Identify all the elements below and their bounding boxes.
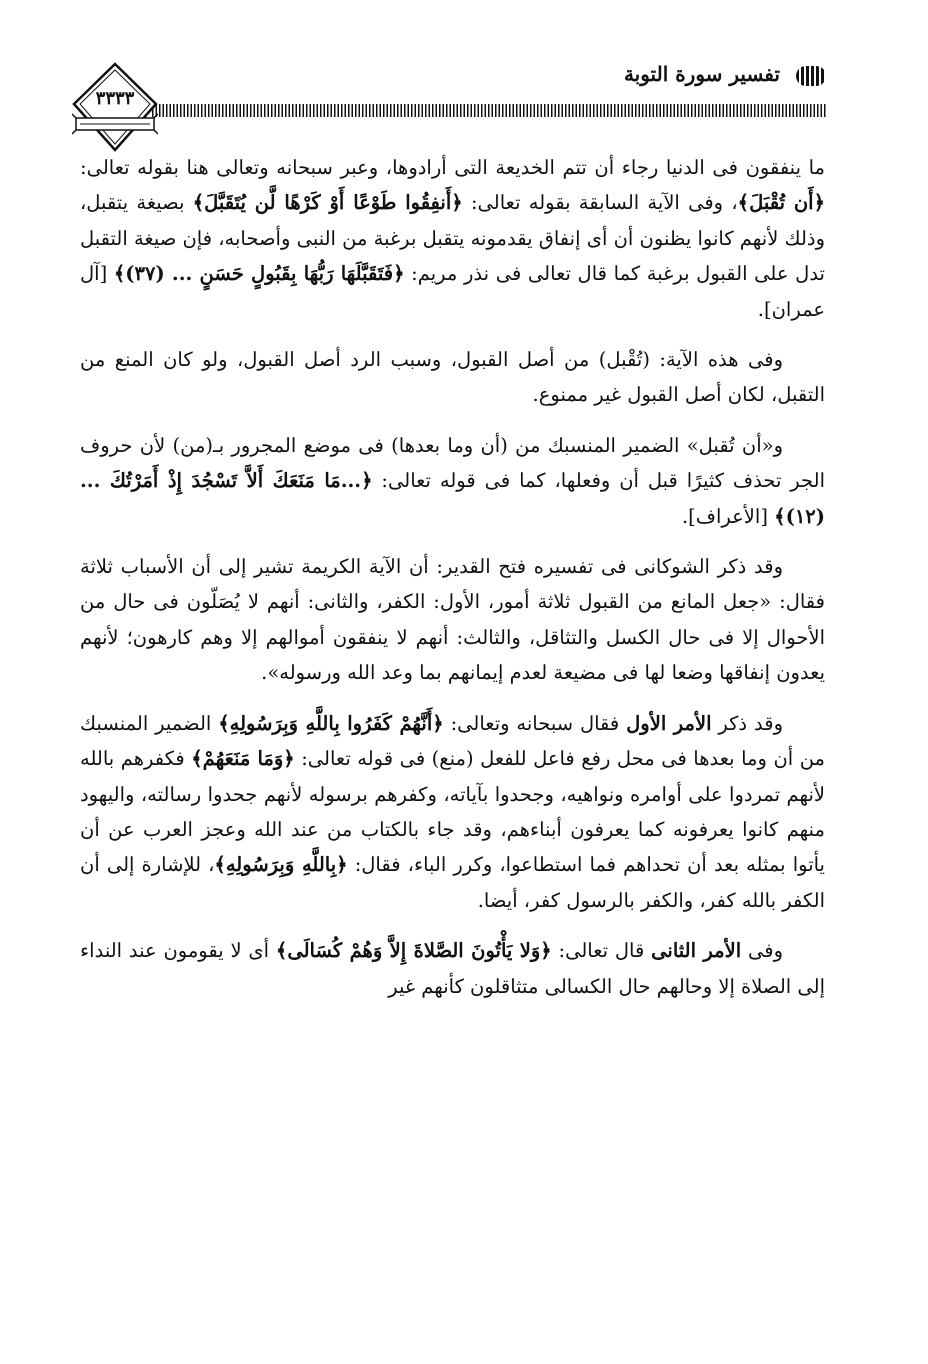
page-number: ٣٣٣٣ bbox=[95, 88, 135, 109]
body-text bbox=[80, 150, 825, 1019]
quran-quote: ﴿فَتَقَبَّلَهَا رَبُّهَا بِقَبُولٍ حَسَنٍ ... (٣٧)﴾ bbox=[113, 262, 405, 286]
quran-quote: ﴿وَمَا مَنَعَهُمْ﴾ bbox=[191, 747, 295, 771]
quran-quote: الأمر الثانى bbox=[651, 939, 742, 963]
quran-quote: ﴿وَلا يَأْتُونَ الصَّلاةَ إِلاَّ وَهُمْ كُسَالَى﴾ bbox=[275, 939, 552, 963]
quran-quote: ﴿أَنَّهُمْ كَفَرُوا بِاللَّهِ وَبِرَسُولِهِ﴾ bbox=[218, 711, 444, 735]
paragraph bbox=[80, 933, 825, 1004]
paragraph bbox=[80, 706, 825, 918]
paragraph bbox=[80, 342, 825, 413]
quran-quote: ﴿...مَا مَنَعَكَ أَلاَّ تَسْجُدَ إِذْ أَمَرْتُكَ ... (١٢)﴾ bbox=[80, 469, 825, 528]
text-run: ، وفى الآية السابقة بقوله تعالى: bbox=[462, 191, 738, 215]
paragraph bbox=[80, 549, 825, 691]
text-run: أى لا يقومون عند النداء إلى الصلاة إلا وحالهم حال الكسالى متثاقلون كأنهم غير bbox=[80, 939, 825, 998]
text-run: فقال سبحانه وتعالى: bbox=[443, 711, 627, 735]
text-run: ما ينفقون فى الدنيا رجاء أن تتم الخديعة التى أرادوها، وعبر سبحانه وتعالى هنا بقوله تعالى: bbox=[80, 156, 825, 179]
text-run: فكفرهم بالله لأنهم تمردوا على أوامره ونواهيه، وجحدوا بآياته، وكفرهم برسوله لأنهم جحدوا رسالته، واليهود منهم كانوا يعرفونه كما يعرفون أبناءهم، وقد جاء بالكتاب من عند الله وعجز العرب عن أن يأتوا بمثله بعد أن تحداهم فما استطاعوا، وكرر الباء، فقال: bbox=[80, 747, 825, 877]
text-run: الضمير المنسبك من أن وما بعدها فى محل رفع فاعل للفعل (منع) فى قوله تعالى: bbox=[80, 711, 825, 771]
text-run: وفى هذه الآية: (تُقْبل) من أصل القبول، وسبب الرد أصل القبول، ولو كان المنع من التقبل، لكان أصل القبول غير ممنوع. bbox=[80, 348, 825, 407]
text-run: [الأعراف]. bbox=[681, 504, 775, 528]
header-ornament-icon bbox=[796, 66, 826, 86]
text-run: وقد ذكر الشوكانى فى تفسيره فتح القدير: أن الآية الكريمة تشير إلى أن الأسباب ثلاثة فقال: «جعل المانع من القبول ثلاثة أمور، الأول: الكفر، والثانى: أنهم لا يُصَلّون فى حال من الأحوال إلا فى حال الكسل والتثاقل، والثالث: أنهم لا ينفقون أموالهم إلا وهم كارهون؛ لأنهم يعدون إنفاقها وضعا لها فى مضيعة لعدم إيمانهم بما وعد الله ورسوله». bbox=[80, 555, 825, 685]
running-title: تفسير سورة التوبة bbox=[623, 62, 780, 86]
quran-quote: ﴿أَنفِقُوا طَوْعًا أَوْ كَرْهًا لَّن يُتَقَبَّلَ﴾ bbox=[192, 191, 463, 215]
text-run: قال تعالى: bbox=[551, 939, 652, 963]
quran-quote: ﴿أَن تُقْبَلَ﴾ bbox=[737, 191, 826, 215]
paragraph bbox=[80, 150, 825, 327]
quran-quote: الأمر الأول bbox=[626, 711, 712, 735]
text-run: وقد ذكر bbox=[711, 711, 783, 735]
text-run: و«أن تُقبل» الضمير المنسبك من (أن وما بعدها) فى موضع المجرور بـ(من) لأن حروف الجر تحذف كثيرًا قبل أن وفعلها، كما فى قوله تعالى: bbox=[80, 433, 825, 493]
quran-quote: ﴿بِاللَّهِ وَبِرَسُولِهِ﴾ bbox=[214, 853, 348, 877]
text-run: ، للإشارة إلى أن الكفر بالله كفر، والكفر بالرسول كفر، أيضا. bbox=[80, 853, 825, 912]
page-number-badge bbox=[72, 62, 158, 154]
page-header bbox=[0, 0, 928, 160]
paragraph bbox=[80, 428, 825, 534]
text-run: بصيغة يتقبل، وذلك لأنهم كانوا يظنون أن أى إنفاق يقدمونه يتقبل برغبة من النبى وأصحابه، فإن صيغة التقبل تدل على القبول برغبة كما قال تعالى فى نذر مريم: bbox=[80, 191, 825, 286]
header-rule bbox=[152, 104, 826, 117]
text-run: وفى bbox=[741, 939, 783, 963]
text-run: [آل عمران]. bbox=[80, 262, 825, 321]
